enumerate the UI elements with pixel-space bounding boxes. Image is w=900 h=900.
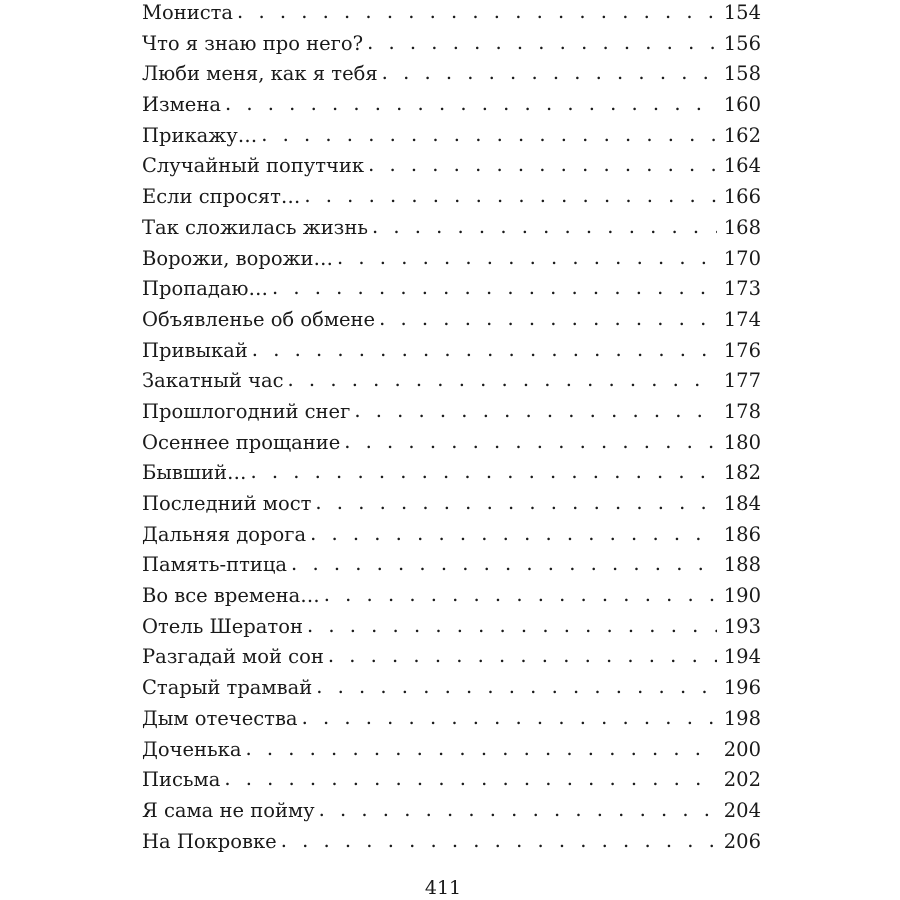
- toc-entry-page: 170: [723, 246, 761, 270]
- toc-entry: [142, 581, 761, 612]
- dot-leader: [272, 273, 717, 304]
- toc-entry-page: 162: [723, 123, 761, 147]
- toc-entry: [142, 366, 761, 397]
- dot-leader: [337, 243, 717, 274]
- toc-entry-title: Случайный попутчик: [142, 154, 365, 178]
- toc-entry: [142, 0, 761, 29]
- toc-entry-title: Я сама не пойму: [142, 798, 315, 822]
- toc-entry-title: Так сложилась жизнь: [142, 215, 368, 239]
- dot-leader: [319, 795, 717, 826]
- dot-leader: [224, 764, 717, 795]
- dot-leader: [315, 488, 717, 519]
- toc-entry: [142, 182, 761, 213]
- toc-entry: [142, 642, 761, 673]
- toc-entry-title: Разгадай мой сон: [142, 645, 324, 669]
- toc-entry: [142, 274, 761, 305]
- toc-entry: [142, 336, 761, 367]
- dot-leader: [252, 335, 717, 366]
- toc-entry: [142, 151, 761, 182]
- dot-leader: [310, 519, 717, 550]
- toc-entry-title: Прошлогодний снег: [142, 399, 351, 423]
- toc-entry-page: 166: [723, 185, 761, 209]
- toc-entry: [142, 612, 761, 643]
- toc-entry-page: 196: [723, 676, 761, 700]
- toc-entry-title: Люби меня, как я тебя: [142, 62, 378, 86]
- dot-leader: [328, 641, 717, 672]
- toc-entry-title: Прикажу…: [142, 123, 258, 147]
- toc-entry-page: 182: [723, 461, 761, 485]
- toc-entry-title: Во все времена…: [142, 584, 320, 608]
- toc-entry-page: 194: [723, 645, 761, 669]
- toc-entry-title: Отель Шератон: [142, 614, 303, 638]
- toc-entry-title: Старый трамвай: [142, 676, 313, 700]
- page-number: 411: [424, 877, 462, 899]
- toc-entry: [142, 673, 761, 704]
- toc-entry-page: 176: [723, 338, 761, 362]
- toc-entry-page: 177: [723, 369, 761, 393]
- toc-entry-page: 164: [723, 154, 761, 178]
- toc-entry-title: Привыкай: [142, 338, 248, 362]
- toc-entry-page: 186: [723, 522, 761, 546]
- toc-entry: [142, 305, 761, 336]
- toc-entry: [142, 704, 761, 735]
- toc-entry-title: Если спросят…: [142, 185, 301, 209]
- toc-entry: [142, 765, 761, 796]
- toc-entry: [142, 550, 761, 581]
- toc-entry: [142, 397, 761, 428]
- dot-leader: [354, 396, 717, 427]
- dot-leader: [307, 611, 717, 642]
- toc-entry-title: Измена: [142, 93, 221, 117]
- toc-entry-title: Бывший…: [142, 461, 247, 485]
- dot-leader: [250, 457, 717, 488]
- toc-entry: [142, 489, 761, 520]
- dot-leader: [379, 304, 717, 335]
- toc-entry: [142, 735, 761, 766]
- dot-leader: [281, 826, 717, 857]
- toc-entry-page: 206: [723, 829, 761, 853]
- toc-entry-page: 178: [723, 399, 761, 423]
- dot-leader: [382, 58, 717, 89]
- toc-entry: [142, 121, 761, 152]
- dot-leader: [344, 427, 717, 458]
- table-of-contents: [142, 0, 761, 857]
- dot-leader: [372, 212, 717, 243]
- toc-entry-title: Память-птица: [142, 553, 288, 577]
- dot-leader: [367, 28, 717, 59]
- toc-entry-page: 188: [723, 553, 761, 577]
- toc-entry-page: 158: [723, 62, 761, 86]
- dot-leader: [302, 703, 717, 734]
- toc-entry-title: Последний мост: [142, 492, 312, 515]
- toc-entry-title: Осеннее прощание: [142, 430, 341, 454]
- toc-entry-page: 202: [723, 768, 761, 792]
- toc-entry-title: Пропадаю…: [142, 277, 268, 301]
- toc-entry-page: 180: [723, 430, 761, 454]
- toc-entry: [142, 428, 761, 459]
- dot-leader: [261, 120, 717, 151]
- dot-leader: [304, 181, 717, 212]
- toc-entry-page: 174: [723, 307, 761, 331]
- toc-entry: [142, 796, 761, 827]
- toc-entry-page: 168: [723, 215, 761, 239]
- toc-entry-title: Объявленье об обмене: [142, 307, 376, 331]
- toc-entry-page: 160: [723, 93, 761, 117]
- toc-entry: [142, 29, 761, 60]
- toc-entry-page: 200: [723, 737, 761, 761]
- toc-entry-title: Что я знаю про него?: [142, 31, 364, 55]
- toc-entry-page: 193: [723, 614, 761, 638]
- toc-entry-page: 190: [723, 584, 761, 608]
- dot-leader: [316, 672, 717, 703]
- toc-entry-title: Письма: [142, 768, 221, 792]
- toc-entry-title: Доченька: [142, 737, 242, 761]
- toc-entry: [142, 59, 761, 90]
- toc-entry-title: Ворожи, ворожи…: [142, 246, 334, 270]
- toc-entry-page: 204: [723, 798, 761, 822]
- toc-entry-page: 154: [723, 1, 761, 24]
- toc-entry: [142, 90, 761, 121]
- toc-entry: [142, 458, 761, 489]
- toc-entry-page: 173: [723, 277, 761, 301]
- toc-entry: [142, 520, 761, 551]
- toc-entry: [142, 213, 761, 244]
- dot-leader: [368, 150, 717, 181]
- dot-leader: [288, 365, 717, 396]
- dot-leader: [324, 580, 717, 611]
- dot-leader: [237, 0, 717, 28]
- toc-entry: [142, 244, 761, 275]
- toc-entry-page: 198: [723, 706, 761, 730]
- toc-entry-title: Мониста: [142, 1, 234, 24]
- toc-entry-page: 156: [723, 31, 761, 55]
- toc-entry-title: Дальняя дорога: [142, 522, 307, 546]
- toc-entry-title: На Покровке: [142, 829, 277, 853]
- dot-leader: [291, 549, 717, 580]
- dot-leader: [245, 734, 717, 765]
- toc-entry-title: Дым отечества: [142, 706, 298, 730]
- toc-entry-title: Закатный час: [142, 369, 284, 393]
- toc-entry-page: 184: [723, 492, 761, 515]
- dot-leader: [225, 89, 717, 120]
- toc-entry: [142, 827, 761, 858]
